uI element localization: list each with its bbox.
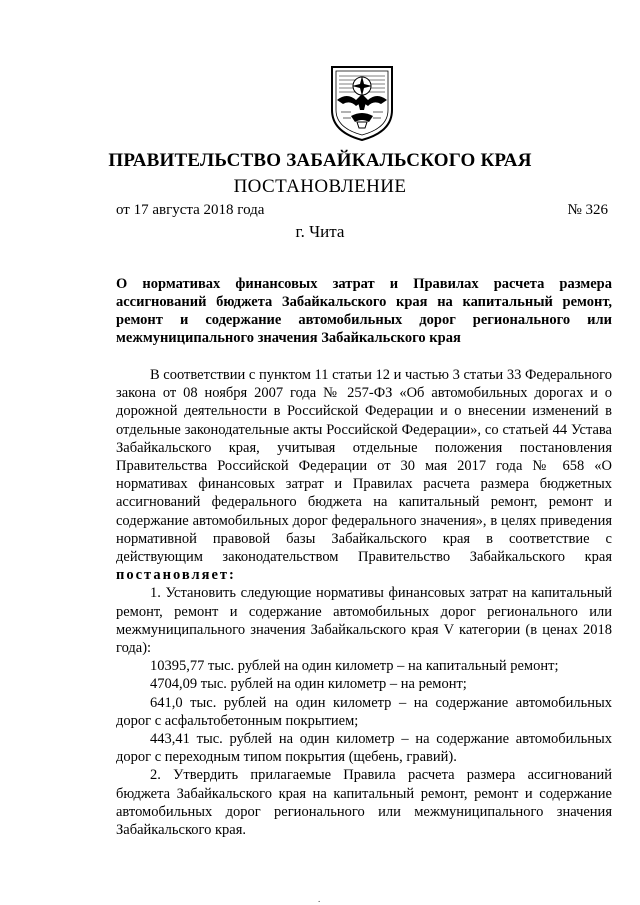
document-body [116, 366, 612, 839]
page-dot: . [318, 894, 321, 904]
resolves-word: постановляет: [116, 567, 236, 584]
item-2-paragraph: 2. Утвердить прилагаемые Правила расчета размера ассигнований бюджета Забайкальского края на капитальный ремонт, ремонт и содержание автомобильных дорог регионального или межмуниципального значения Забайкальского края. [116, 767, 612, 839]
preamble-paragraph [116, 366, 612, 584]
norm-maintenance-gravel: 443,41 тыс. рублей на один километр – на содержание автомобильных дорог с переходным типом покрытия (щебень, гравий). [116, 731, 612, 766]
norm-repair: 4704,09 тыс. рублей на один километр – на ремонт; [150, 676, 467, 693]
item-1-paragraph: 1. Установить следующие нормативы финансовых затрат на капитальный ремонт, ремонт и содержание автомобильных дорог регионального или межмуниципального значения Забайкальского края V категории (в ценах 2018 года): [116, 585, 612, 657]
preamble-text: В соответствии с пунктом 11 статьи 12 и частью 3 статьи 33 Федерального закона от 08 ноября 2007 года № 257-ФЗ «Об автомобильных дорогах и о дорожной деятельности в Российской Федерации и о внесении изменений в отдельные законодательные акты Российской Федерации», со статьей 44 Устава Забайкальского края, учитывая отдельные положения постановления Правительства Российской Федерации от 30 мая 2017 года № 658 «О нормативах финансовых затрат и Правилах расчета размера бюджетных ассигнований федерального бюджета на капитальный ремонт, ремонт и содержание автомобильных дорог федерального значения», в целях приведения нормативной правовой базы Забайкальского края в соответствие с действующим законодательством Правительство Забайкальского края [116, 367, 612, 566]
document-date: от 17 августа 2018 года [116, 202, 265, 218]
norm-capital-repair: 10395,77 тыс. рублей на один километр – на капитальный ремонт; [150, 658, 559, 675]
document-number: № 326 [567, 202, 608, 218]
document-heading: О нормативах финансовых затрат и Правилах расчета размера ассигнований бюджета Забайкальского края на капитальный ремонт, ремонт и содержание автомобильных дорог регионального или межмуниципального значения Забайкальского края [116, 276, 612, 346]
document-city: г. Чита [295, 222, 345, 241]
government-title: ПРАВИТЕЛЬСТВО ЗАБАЙКАЛЬСКОГО КРАЯ [108, 150, 532, 171]
document-type: ПОСТАНОВЛЕНИЕ [233, 176, 407, 197]
coat-of-arms-emblem [329, 64, 395, 142]
norm-maintenance-asphalt: 641,0 тыс. рублей на один километр – на содержание автомобильных дорог с асфальтобетонным покрытием; [116, 694, 612, 729]
